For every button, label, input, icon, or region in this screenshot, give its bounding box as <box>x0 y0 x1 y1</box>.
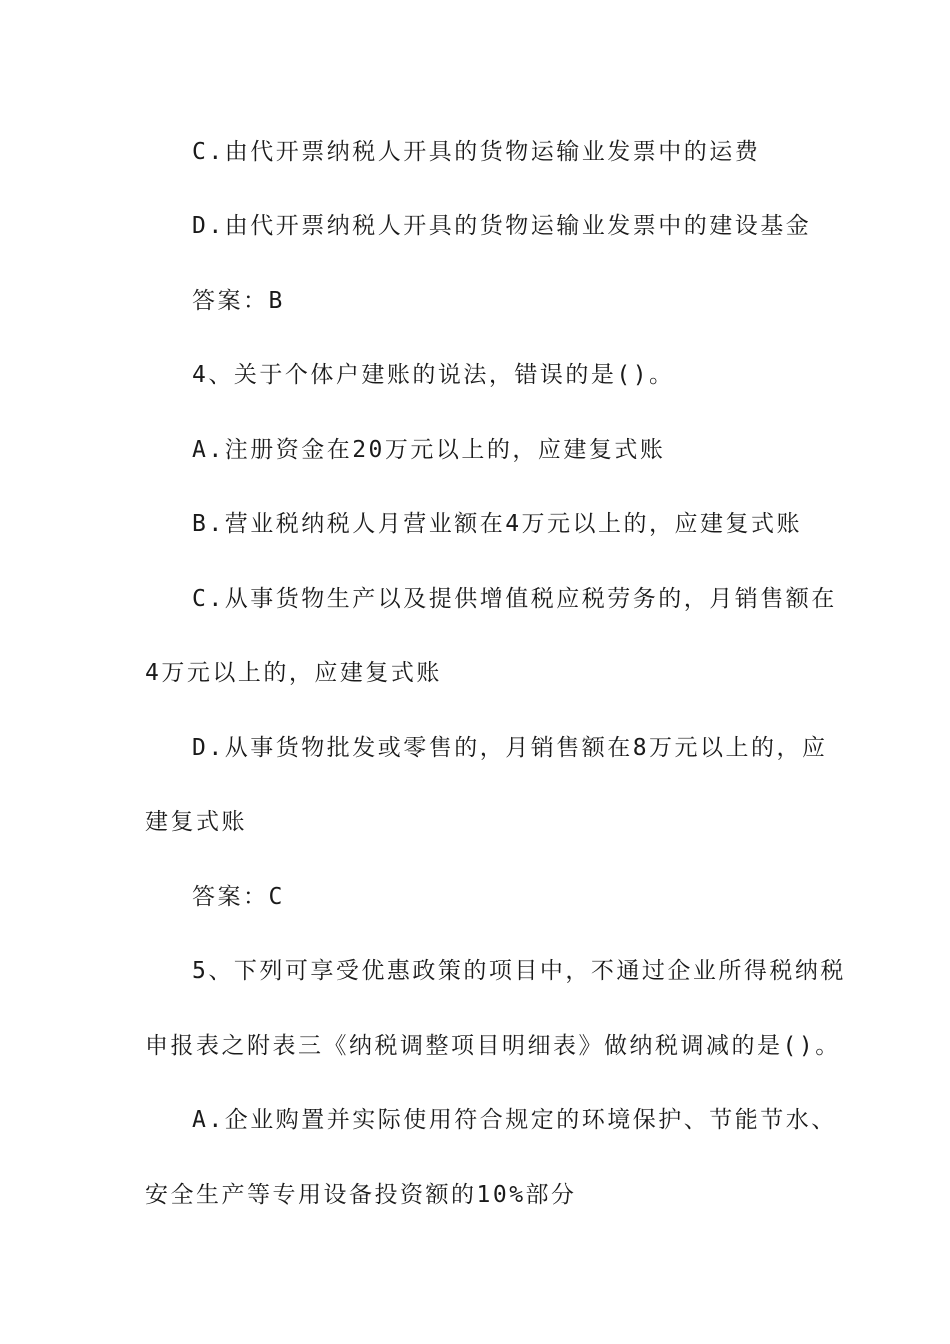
option-d-q4-continued: 建复式账 <box>145 809 247 835</box>
option-b-q4: B.营业税纳税人月营业额在4万元以上的，应建复式账 <box>192 511 803 537</box>
option-a-q4: A.注册资金在20万元以上的，应建复式账 <box>192 437 666 463</box>
option-c-q4-continued: 4万元以上的，应建复式账 <box>145 660 442 686</box>
answer-q3: 答案：B <box>192 288 285 314</box>
option-d-q4: D.从事货物批发或零售的，月销售额在8万元以上的，应 <box>192 735 828 761</box>
question-5: 5、下列可享受优惠政策的项目中，不通过企业所得税纳税 <box>192 958 846 984</box>
option-c-q3: C.由代开票纳税人开具的货物运输业发票中的运费 <box>192 139 761 165</box>
option-c-q4: C.从事货物生产以及提供增值税应税劳务的，月销售额在 <box>192 586 837 612</box>
question-4: 4、关于个体户建账的说法，错误的是()。 <box>192 362 675 388</box>
option-a-q5-continued: 安全生产等专用设备投资额的10%部分 <box>145 1182 577 1208</box>
option-a-q5: A.企业购置并实际使用符合规定的环境保护、节能节水、 <box>192 1107 837 1133</box>
answer-q4: 答案：C <box>192 884 285 910</box>
question-5-continued: 申报表之附表三《纳税调整项目明细表》做纳税调减的是()。 <box>145 1033 841 1059</box>
option-d-q3: D.由代开票纳税人开具的货物运输业发票中的建设基金 <box>192 213 812 239</box>
